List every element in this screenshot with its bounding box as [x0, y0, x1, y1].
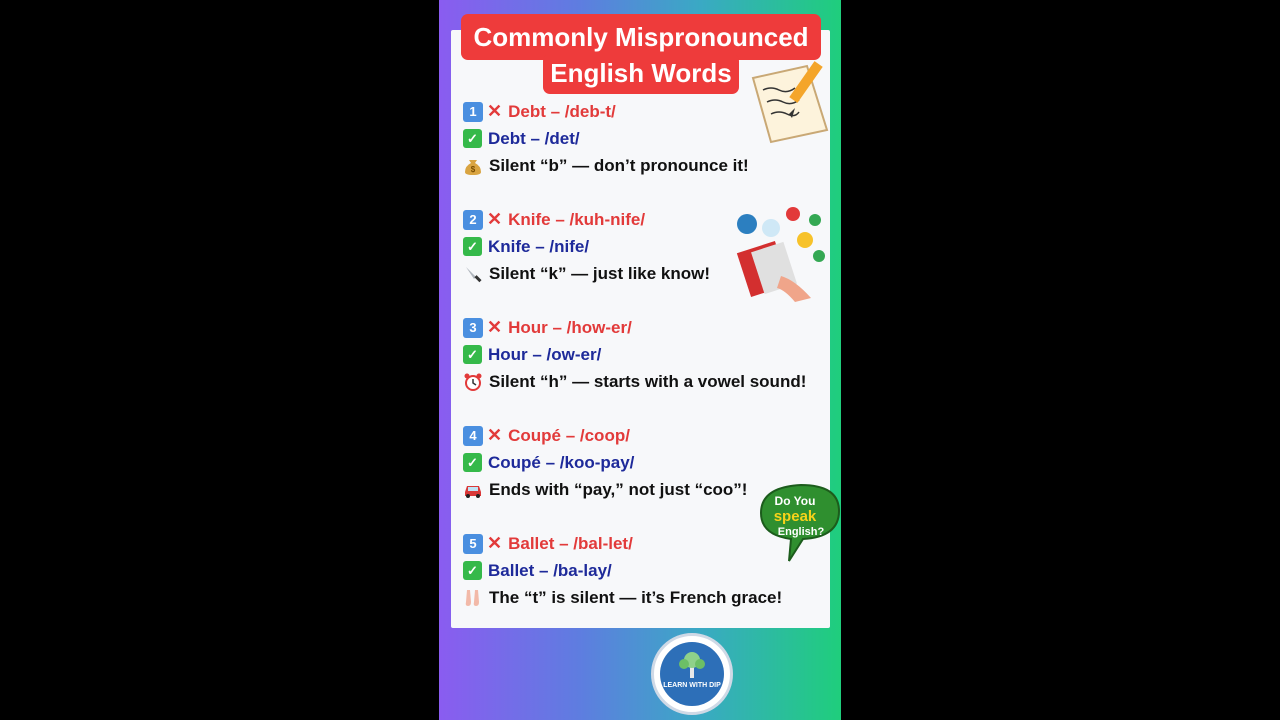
correct-pronunciation	[463, 341, 823, 368]
alarm-clock-icon	[463, 372, 483, 392]
title-line-1: Commonly Mispronounced	[473, 22, 809, 52]
wrong-text: Ballet – /bal-let/	[508, 534, 633, 553]
wrong-text: Coupé – /coop/	[508, 426, 630, 445]
correct-pronunciation	[463, 557, 823, 584]
check-mark-icon: ✓	[463, 237, 482, 256]
wrong-text: Hour – /how-er/	[508, 318, 632, 337]
check-mark-icon: ✓	[463, 561, 482, 580]
wrong-pronunciation	[463, 314, 823, 341]
cross-mark-icon: ✕	[487, 425, 503, 445]
note-text: Silent “k” — just like know!	[489, 264, 711, 283]
svg-text:$: $	[470, 164, 476, 174]
correct-text: Hour – /ow-er/	[488, 345, 602, 364]
ballet-shoes-icon	[463, 588, 483, 608]
pronunciation-note	[463, 476, 823, 503]
wrong-pronunciation	[463, 98, 823, 125]
pronunciation-note	[463, 152, 823, 179]
wrong-pronunciation	[463, 206, 823, 233]
correct-pronunciation	[463, 125, 823, 152]
check-mark-icon: ✓	[463, 453, 482, 472]
wrong-text: Knife – /kuh-nife/	[508, 210, 646, 229]
wrong-pronunciation	[463, 530, 823, 557]
badge-line-2: speak	[773, 508, 817, 525]
number-badge: 2	[463, 210, 483, 230]
logo-inner	[660, 642, 724, 706]
cross-mark-icon: ✕	[487, 317, 503, 337]
correct-text: Ballet – /ba-lay/	[488, 561, 612, 580]
knife-icon	[463, 264, 483, 284]
list-item	[463, 530, 823, 638]
video-frame	[439, 0, 841, 720]
correct-text: Debt – /det/	[488, 129, 580, 148]
logo-text: LEARN WITH DIP	[663, 682, 721, 689]
cross-mark-icon: ✕	[487, 101, 503, 121]
tree-icon	[676, 650, 708, 680]
channel-logo	[651, 633, 733, 715]
correct-pronunciation	[463, 233, 823, 260]
number-badge: 5	[463, 534, 483, 554]
money-bag-icon	[463, 156, 483, 176]
correct-text: Coupé – /koo-pay/	[488, 453, 635, 472]
pronunciation-note	[463, 368, 823, 395]
note-text: Ends with “pay,” not just “coo”!	[489, 480, 748, 499]
number-badge: 3	[463, 318, 483, 338]
check-mark-icon: ✓	[463, 129, 482, 148]
cross-mark-icon: ✕	[487, 209, 503, 229]
correct-pronunciation	[463, 449, 823, 476]
cross-mark-icon: ✕	[487, 533, 503, 553]
wrong-pronunciation	[463, 422, 823, 449]
number-badge: 4	[463, 426, 483, 446]
car-icon	[463, 480, 483, 500]
note-text: Silent “b” — don’t pronounce it!	[489, 156, 749, 175]
list-item	[463, 422, 823, 530]
number-badge: 1	[463, 102, 483, 122]
check-mark-icon: ✓	[463, 345, 482, 364]
list-item	[463, 314, 823, 422]
note-text: The “t” is silent — it’s French grace!	[489, 588, 783, 607]
badge-line-3: English?	[777, 526, 825, 538]
list-item	[463, 206, 823, 314]
pronunciation-note	[463, 584, 823, 611]
wrong-text: Debt – /deb-t/	[508, 102, 616, 121]
badge-line-1: Do You	[774, 494, 816, 508]
word-list	[463, 98, 823, 638]
pronunciation-note	[463, 260, 823, 287]
correct-text: Knife – /nife/	[488, 237, 590, 256]
note-text: Silent “h” — starts with a vowel sound!	[489, 372, 807, 391]
list-item	[463, 98, 823, 206]
title-line-2: English Words	[550, 58, 732, 88]
